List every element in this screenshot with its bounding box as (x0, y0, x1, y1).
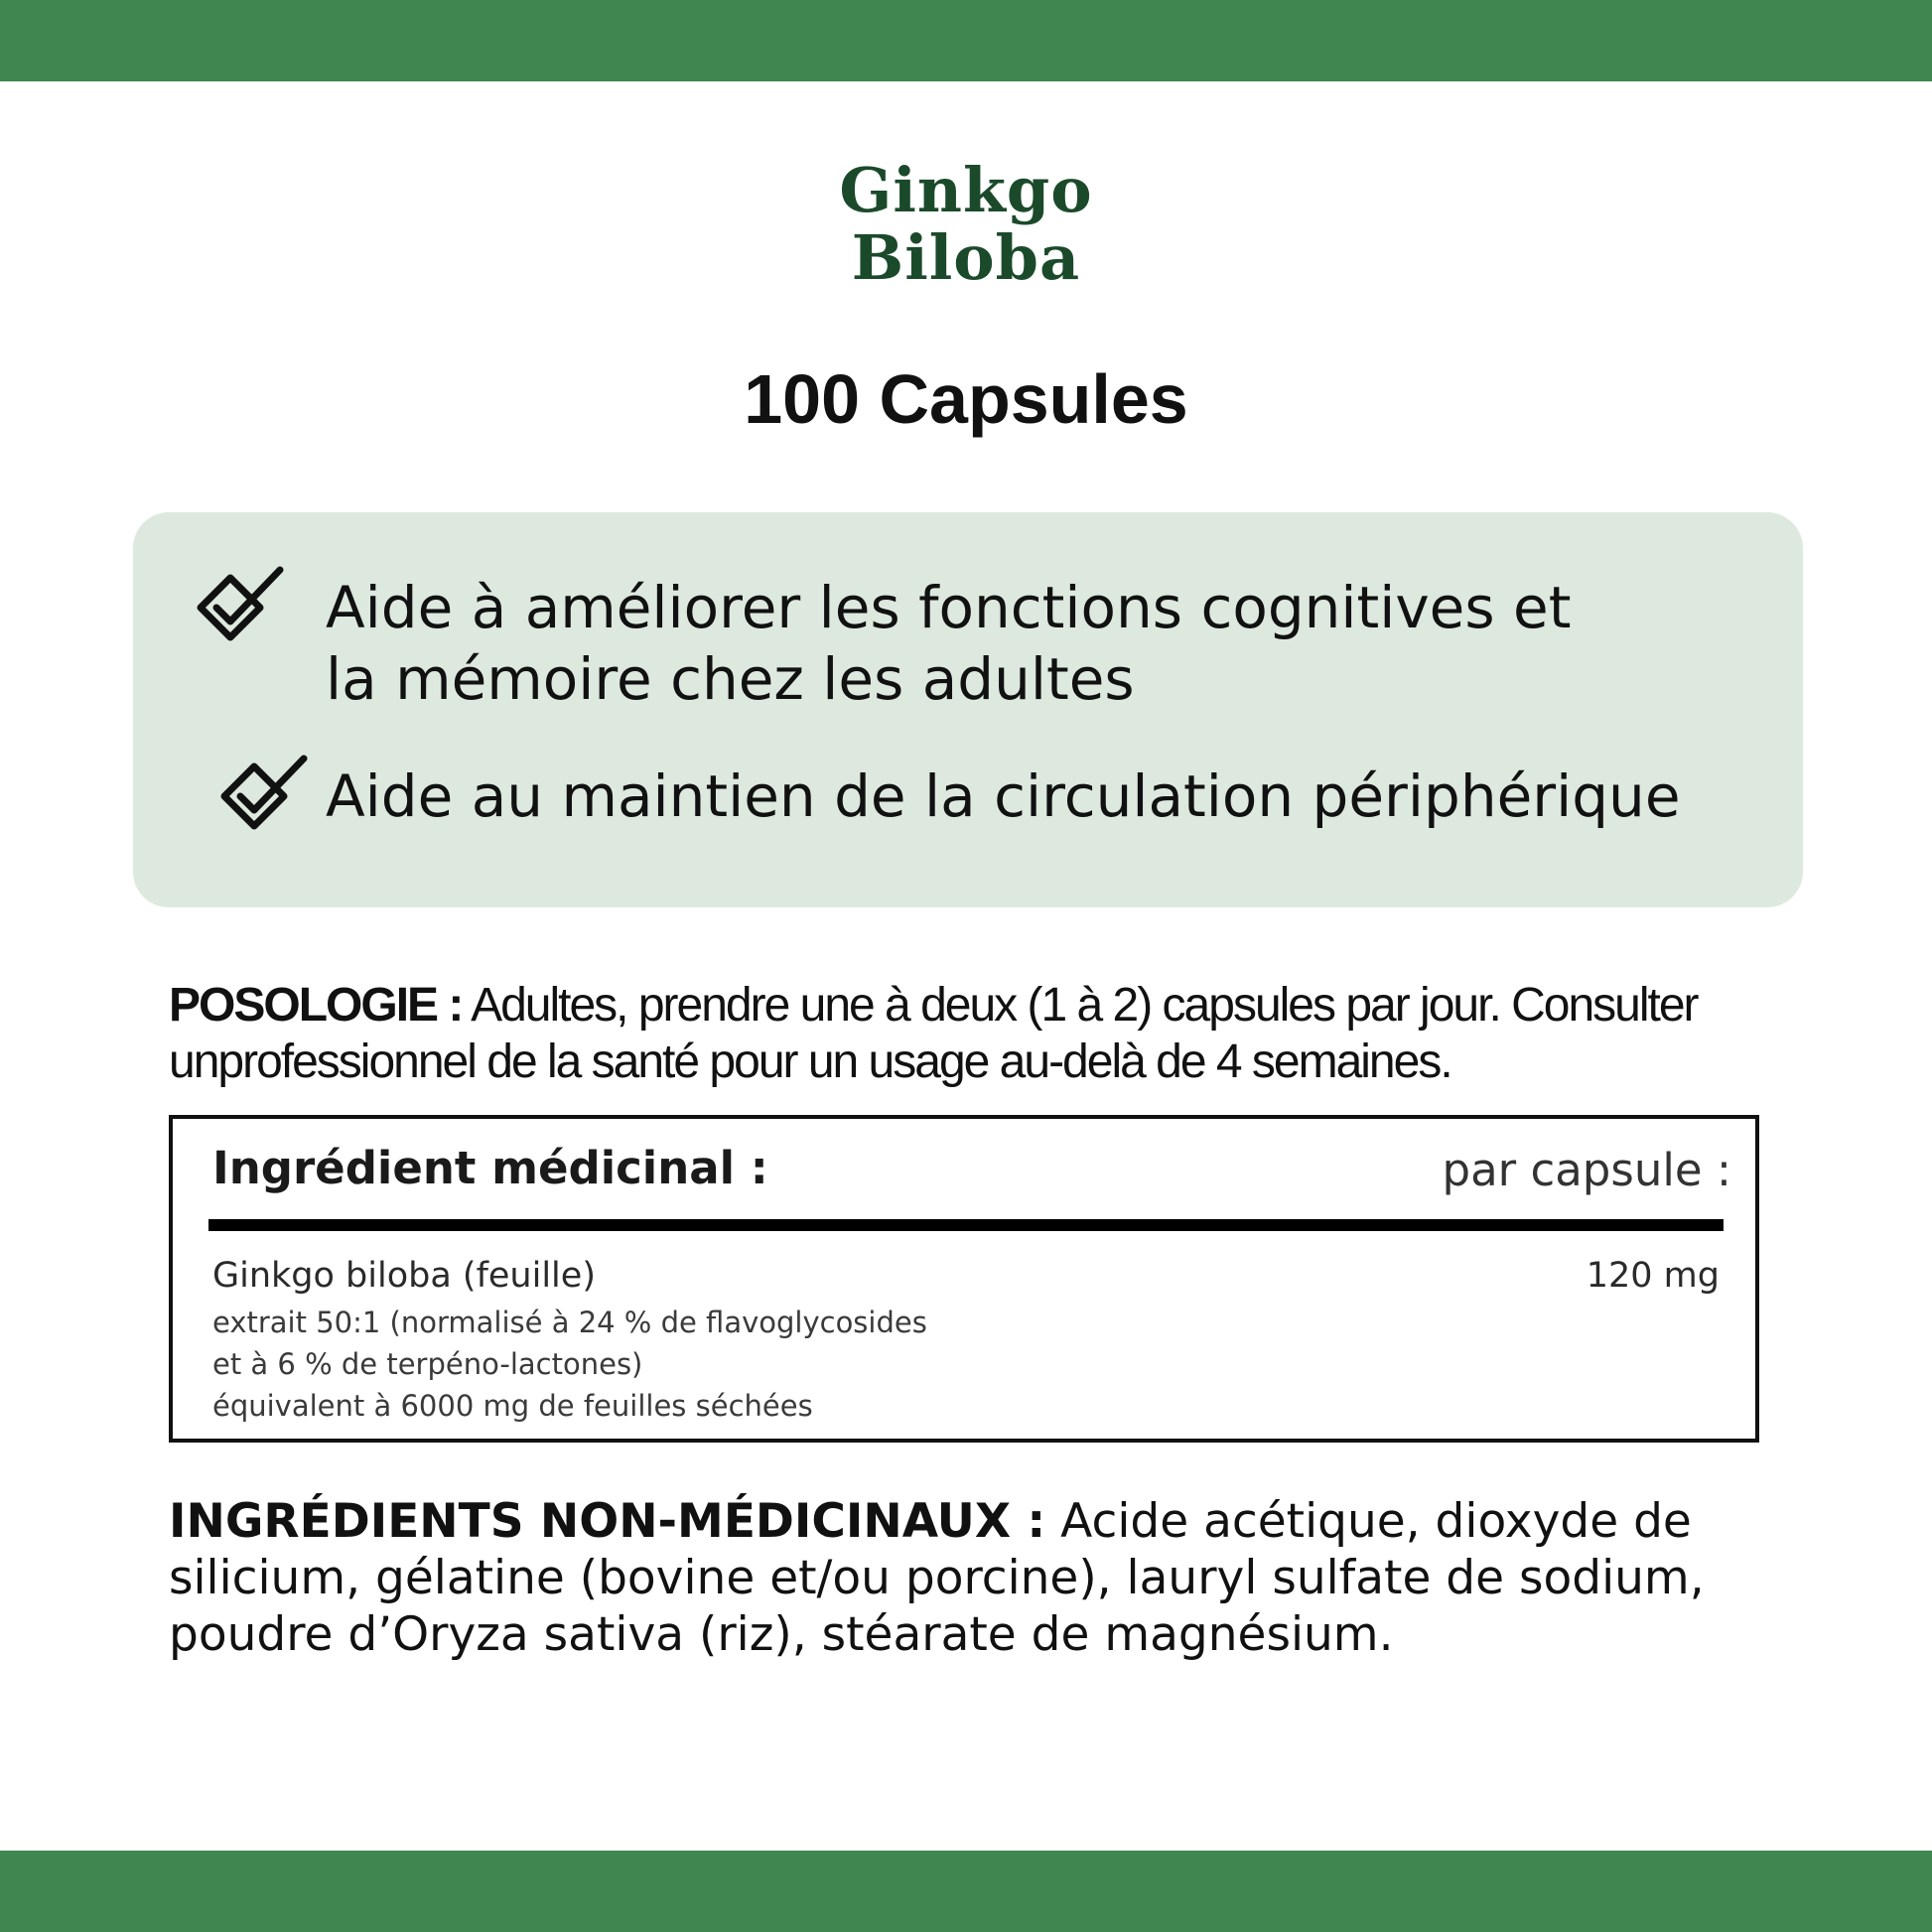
brand-line-2: Biloba (851, 221, 1081, 294)
ingredient-detail-line: extrait 50:1 (normalisé à 24 % de flavoglycosides (212, 1306, 927, 1339)
claim-cognitive-line-2: la mémoire chez les adultes (326, 645, 1135, 713)
ingredient-details (212, 1302, 1305, 1427)
claim-cognitive-line-1: Aide à améliorer les fonctions cognitives et (326, 574, 1572, 641)
per-capsule-label: par capsule : (1442, 1144, 1731, 1196)
claim-circulation: Aide au maintien de la circulation périphérique (326, 762, 1681, 830)
capsule-count: 100 Capsules (744, 360, 1188, 438)
ingredient-amount: 120 mg (1586, 1256, 1720, 1296)
checkbox-check-icon (195, 566, 286, 653)
non-medicinal-text: Acide acétique, dioxyde de silicium, gélatine (bovine et/ou porcine), lauryl sulfate de sodium, poudre d’Oryza sativa (riz), stéarate de magnésium. (169, 1494, 1705, 1662)
top-green-band (0, 0, 1932, 81)
ingredient-detail-line: équivalent à 6000 mg de feuilles séchées (212, 1389, 813, 1423)
non-medicinal-section (169, 1493, 1797, 1663)
brand-title (0, 154, 1932, 294)
dosage-text: Adultes, prendre une à deux (1 à 2) capsules par jour. Consulter unprofessionnel de la santé pour un usage au-delà de 4 semaines. (169, 979, 1698, 1088)
brand-line-1: Ginkgo (839, 154, 1093, 226)
medicinal-ingredient-table (169, 1115, 1759, 1443)
claims-panel (133, 512, 1803, 907)
dosage-section (169, 977, 1777, 1090)
ingredient-name: Ginkgo biloba (feuille) (212, 1256, 596, 1296)
bottom-green-band (0, 1851, 1932, 1932)
medicinal-header: Ingrédient médicinal : (212, 1142, 768, 1194)
non-medicinal-label: INGRÉDIENTS NON-MÉDICINAUX : (169, 1494, 1046, 1549)
checkbox-check-icon (218, 755, 310, 842)
ingredient-detail-line: et à 6 % de terpéno-lactones) (212, 1347, 643, 1381)
table-divider (208, 1219, 1724, 1231)
dosage-label: POSOLOGIE : (169, 979, 463, 1032)
claim-cognitive (326, 572, 1716, 715)
